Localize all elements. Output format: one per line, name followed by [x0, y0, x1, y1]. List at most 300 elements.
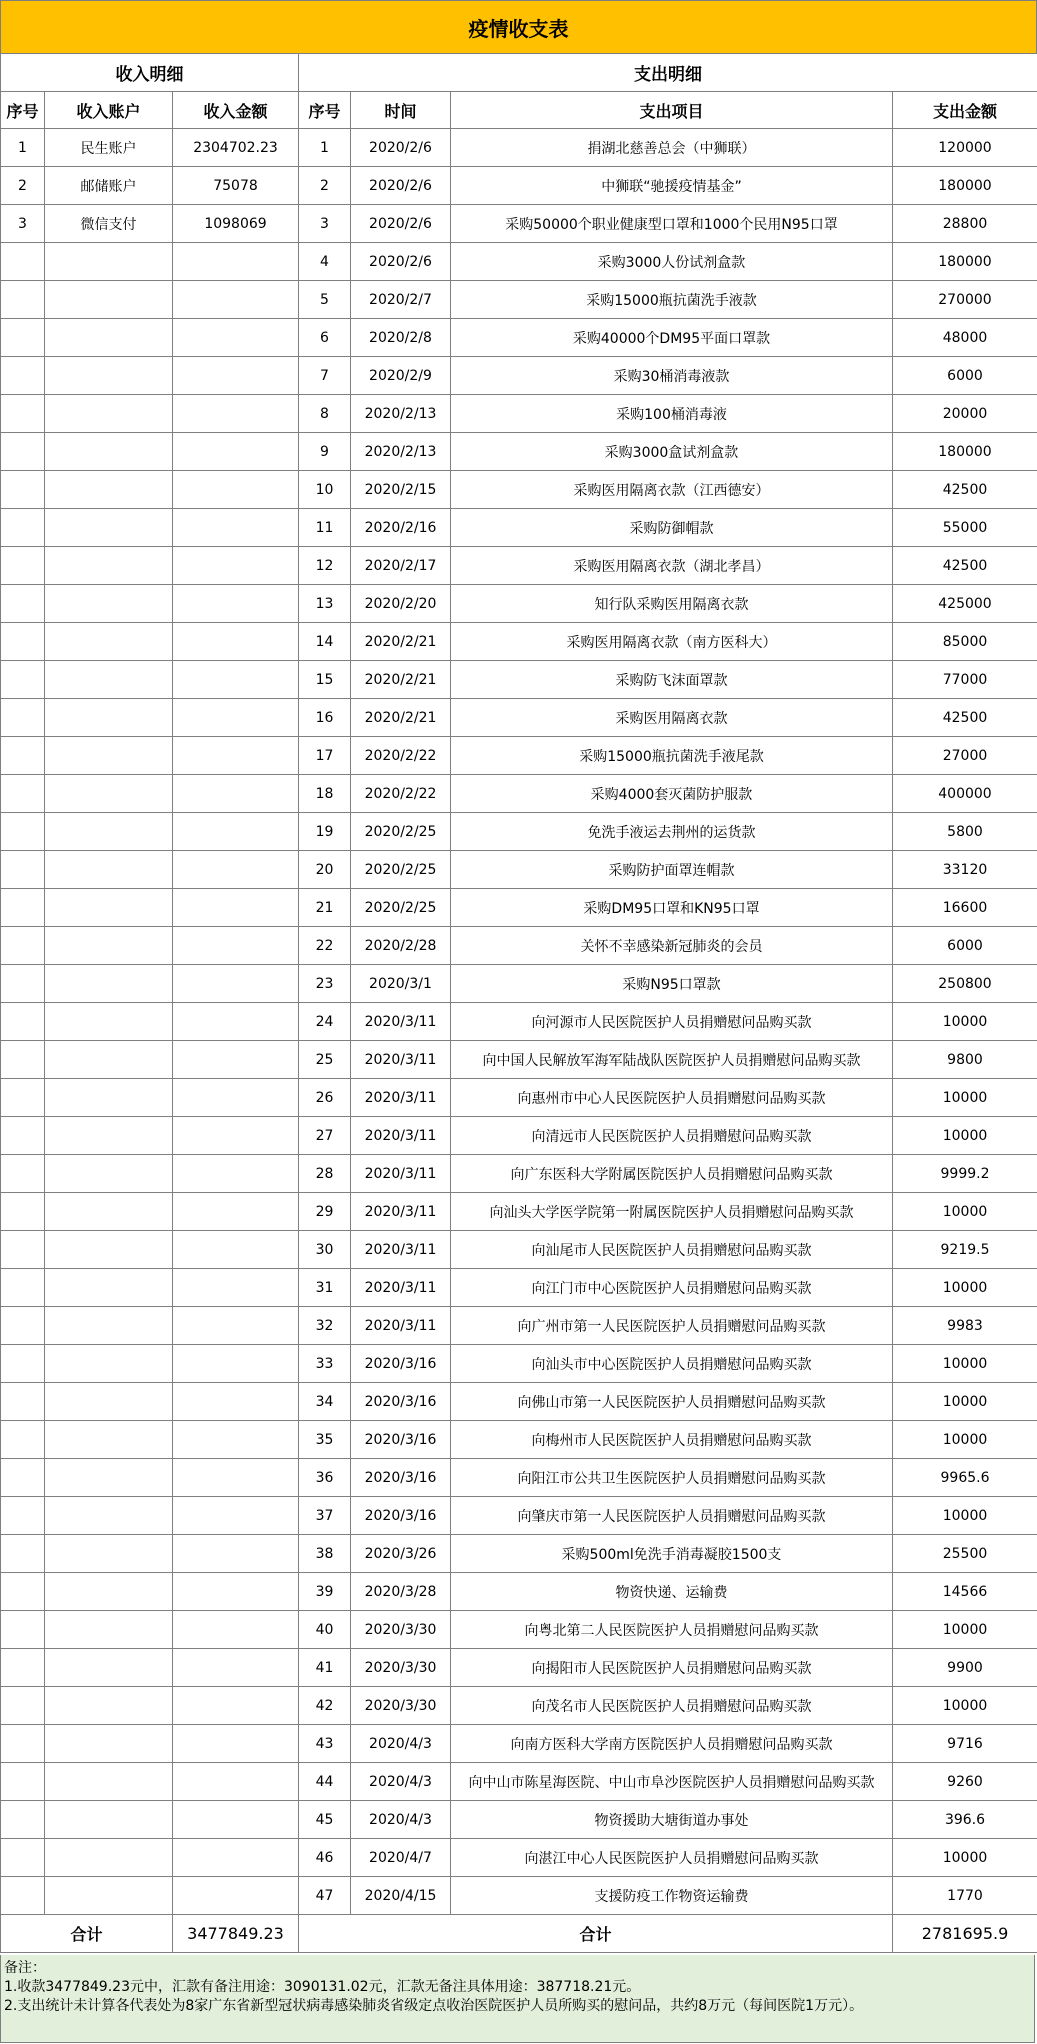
income-amount-cell: [173, 395, 299, 433]
expense-date-header: 时间: [351, 92, 451, 129]
income-no-cell: [1, 1003, 45, 1041]
expense-no-cell: 44: [299, 1763, 351, 1801]
expense-amount-cell: 9716: [893, 1725, 1037, 1763]
expense-no-cell: 12: [299, 547, 351, 585]
table-row: [1, 1611, 1037, 1649]
expense-date-cell: 2020/2/22: [351, 737, 451, 775]
table-row: [1, 623, 1037, 661]
income-section-header: 收入明细: [1, 54, 299, 92]
expense-no-cell: 3: [299, 205, 351, 243]
expense-date-cell: 2020/2/6: [351, 167, 451, 205]
table-row: [1, 1535, 1037, 1573]
income-no-cell: [1, 1193, 45, 1231]
expense-item-cell: 向湛江中心人民医院医护人员捐赠慰问品购买款: [451, 1839, 893, 1877]
expense-date-cell: 2020/2/21: [351, 623, 451, 661]
income-amount-cell: [173, 623, 299, 661]
income-account-cell: [45, 623, 173, 661]
expense-no-cell: 35: [299, 1421, 351, 1459]
expense-item-cell: 向肇庆市第一人民医院医护人员捐赠慰问品购买款: [451, 1497, 893, 1535]
income-amount-cell: [173, 1345, 299, 1383]
table-title: 疫情收支表: [0, 0, 1037, 54]
table-row: [1, 319, 1037, 357]
expense-no-cell: 17: [299, 737, 351, 775]
expense-no-cell: 16: [299, 699, 351, 737]
income-account-cell: [45, 1155, 173, 1193]
expense-amount-cell: 180000: [893, 243, 1037, 281]
table-row: [1, 1269, 1037, 1307]
income-account-header: 收入账户: [45, 92, 173, 129]
income-account-cell: [45, 1193, 173, 1231]
expense-amount-cell: 10000: [893, 1345, 1037, 1383]
expense-no-cell: 7: [299, 357, 351, 395]
expense-date-cell: 2020/2/13: [351, 433, 451, 471]
table-row: [1, 1383, 1037, 1421]
income-no-cell: [1, 661, 45, 699]
expense-total-value: 2781695.9: [893, 1915, 1037, 1953]
income-amount-cell: [173, 1003, 299, 1041]
income-account-cell: [45, 927, 173, 965]
notes-line-1: 1.收款3477849.23元中，汇款有备注用途：3090131.02元，汇款无备注具体用途：387718.21元。: [4, 1979, 641, 1995]
expense-date-cell: 2020/2/13: [351, 395, 451, 433]
income-account-cell: [45, 737, 173, 775]
expense-date-cell: 2020/2/15: [351, 471, 451, 509]
expense-no-cell: 34: [299, 1383, 351, 1421]
expense-amount-cell: 16600: [893, 889, 1037, 927]
income-amount-cell: [173, 1497, 299, 1535]
notes-line-2: 2.支出统计未计算各代表处为8家广东省新型冠状病毒感染肺炎省级定点收治医院医护人员所购买的慰问品，共约8万元（每间医院1万元）。: [4, 1998, 864, 2014]
expense-amount-cell: 6000: [893, 927, 1037, 965]
income-no-cell: [1, 243, 45, 281]
income-account-cell: 民生账户: [45, 129, 173, 167]
expense-amount-cell: 9900: [893, 1649, 1037, 1687]
expense-date-cell: 2020/3/16: [351, 1497, 451, 1535]
expense-no-cell: 46: [299, 1839, 351, 1877]
income-account-cell: [45, 1231, 173, 1269]
table-row: [1, 433, 1037, 471]
expense-date-cell: 2020/3/16: [351, 1383, 451, 1421]
expense-item-cell: 物资援助大塘街道办事处: [451, 1801, 893, 1839]
income-amount-cell: [173, 1231, 299, 1269]
expense-no-cell: 45: [299, 1801, 351, 1839]
expense-amount-cell: 5800: [893, 813, 1037, 851]
expense-no-cell: 32: [299, 1307, 351, 1345]
notes-heading: 备注：: [4, 1960, 46, 1976]
table-row: [1, 585, 1037, 623]
income-no-cell: [1, 851, 45, 889]
expense-no-cell: 19: [299, 813, 351, 851]
income-no-cell: [1, 927, 45, 965]
table-row: [1, 1763, 1037, 1801]
expense-amount-cell: 10000: [893, 1611, 1037, 1649]
expense-no-cell: 41: [299, 1649, 351, 1687]
expense-no-cell: 5: [299, 281, 351, 319]
table-row: [1, 1345, 1037, 1383]
expense-date-cell: 2020/3/16: [351, 1421, 451, 1459]
table-row: [1, 927, 1037, 965]
table-row: [1, 699, 1037, 737]
expense-item-cell: 关怀不幸感染新冠肺炎的会员: [451, 927, 893, 965]
expense-no-cell: 30: [299, 1231, 351, 1269]
expense-date-cell: 2020/2/22: [351, 775, 451, 813]
table-row: [1, 471, 1037, 509]
income-amount-cell: [173, 433, 299, 471]
income-amount-cell: [173, 1307, 299, 1345]
table-row: [1, 1573, 1037, 1611]
expense-amount-cell: 42500: [893, 547, 1037, 585]
income-amount-cell: [173, 547, 299, 585]
expense-date-cell: 2020/2/8: [351, 319, 451, 357]
expense-no-cell: 14: [299, 623, 351, 661]
expense-date-cell: 2020/2/20: [351, 585, 451, 623]
expense-amount-cell: 77000: [893, 661, 1037, 699]
income-no-cell: [1, 1307, 45, 1345]
income-no-cell: [1, 699, 45, 737]
expense-amount-cell: 42500: [893, 699, 1037, 737]
expense-amount-cell: 9800: [893, 1041, 1037, 1079]
expense-item-cell: 支援防疫工作物资运输费: [451, 1877, 893, 1915]
income-amount-cell: [173, 319, 299, 357]
finance-table: [0, 53, 1037, 1953]
expense-amount-cell: 425000: [893, 585, 1037, 623]
expense-no-cell: 43: [299, 1725, 351, 1763]
income-no-cell: [1, 1231, 45, 1269]
income-no-cell: [1, 1877, 45, 1915]
expense-date-cell: 2020/4/3: [351, 1763, 451, 1801]
expense-item-cell: 采购DM95口罩和KN95口罩: [451, 889, 893, 927]
table-row: [1, 1041, 1037, 1079]
table-row: [1, 1725, 1037, 1763]
expense-no-cell: 33: [299, 1345, 351, 1383]
expense-no-cell: 15: [299, 661, 351, 699]
income-account-cell: 微信支付: [45, 205, 173, 243]
expense-item-cell: 向中山市陈星海医院、中山市阜沙医院医护人员捐赠慰问品购买款: [451, 1763, 893, 1801]
income-account-cell: 邮储账户: [45, 167, 173, 205]
income-amount-cell: [173, 281, 299, 319]
expense-date-cell: 2020/3/11: [351, 1231, 451, 1269]
expense-no-cell: 2: [299, 167, 351, 205]
income-no-cell: [1, 775, 45, 813]
income-no-cell: [1, 1497, 45, 1535]
table-row: [1, 1003, 1037, 1041]
income-amount-cell: [173, 471, 299, 509]
expense-item-cell: 向广州市第一人民医院医护人员捐赠慰问品购买款: [451, 1307, 893, 1345]
table-row: [1, 1307, 1037, 1345]
income-amount-cell: [173, 1687, 299, 1725]
income-amount-cell: [173, 661, 299, 699]
income-amount-cell: 75078: [173, 167, 299, 205]
income-no-cell: [1, 1117, 45, 1155]
income-no-cell: [1, 1079, 45, 1117]
income-amount-cell: [173, 1801, 299, 1839]
income-account-cell: [45, 851, 173, 889]
expense-item-cell: 向广东医科大学附属医院医护人员捐赠慰问品购买款: [451, 1155, 893, 1193]
income-amount-cell: [173, 1649, 299, 1687]
expense-amount-cell: 9965.6: [893, 1459, 1037, 1497]
expense-item-cell: 知行队采购医用隔离衣款: [451, 585, 893, 623]
income-no-cell: [1, 1839, 45, 1877]
income-account-cell: [45, 1763, 173, 1801]
expense-item-cell: 捐湖北慈善总会（中狮联）: [451, 129, 893, 167]
expense-no-cell: 29: [299, 1193, 351, 1231]
expense-item-cell: 采购防飞沫面罩款: [451, 661, 893, 699]
expense-amount-cell: 10000: [893, 1269, 1037, 1307]
expense-item-cell: 采购防护面罩连帽款: [451, 851, 893, 889]
income-no-cell: [1, 1725, 45, 1763]
income-account-cell: [45, 1117, 173, 1155]
income-amount-cell: [173, 1155, 299, 1193]
income-amount-cell: [173, 927, 299, 965]
expense-item-cell: 采购3000人份试剂盒款: [451, 243, 893, 281]
expense-date-cell: 2020/2/21: [351, 699, 451, 737]
income-account-cell: [45, 1573, 173, 1611]
expense-amount-cell: 55000: [893, 509, 1037, 547]
expense-no-cell: 42: [299, 1687, 351, 1725]
income-amount-cell: [173, 1421, 299, 1459]
expense-item-cell: 向汕尾市人民医院医护人员捐赠慰问品购买款: [451, 1231, 893, 1269]
expense-no-cell: 26: [299, 1079, 351, 1117]
expense-date-cell: 2020/2/17: [351, 547, 451, 585]
table-row: [1, 205, 1037, 243]
expense-item-cell: 采购医用隔离衣款（湖北孝昌）: [451, 547, 893, 585]
notes-box: [0, 1955, 1035, 2043]
expense-date-cell: 2020/3/11: [351, 1003, 451, 1041]
expense-amount-cell: 28800: [893, 205, 1037, 243]
expense-no-cell: 10: [299, 471, 351, 509]
income-no-cell: [1, 471, 45, 509]
income-account-cell: [45, 319, 173, 357]
income-amount-cell: [173, 813, 299, 851]
income-account-cell: [45, 1345, 173, 1383]
expense-no-cell: 8: [299, 395, 351, 433]
income-account-cell: [45, 243, 173, 281]
table-row: [1, 509, 1037, 547]
income-no-cell: [1, 965, 45, 1003]
income-no-cell: 1: [1, 129, 45, 167]
expense-date-cell: 2020/4/15: [351, 1877, 451, 1915]
income-account-cell: [45, 1497, 173, 1535]
income-account-cell: [45, 1383, 173, 1421]
income-amount-header: 收入金额: [173, 92, 299, 129]
expense-date-cell: 2020/2/25: [351, 889, 451, 927]
income-no-cell: [1, 737, 45, 775]
income-account-cell: [45, 395, 173, 433]
expense-amount-cell: 10000: [893, 1383, 1037, 1421]
income-account-cell: [45, 433, 173, 471]
table-row: [1, 357, 1037, 395]
expense-item-cell: 向中国人民解放军海军陆战队医院医护人员捐赠慰问品购买款: [451, 1041, 893, 1079]
expense-no-cell: 23: [299, 965, 351, 1003]
expense-item-cell: 采购防御帽款: [451, 509, 893, 547]
expense-date-cell: 2020/4/3: [351, 1801, 451, 1839]
expense-amount-cell: 9983: [893, 1307, 1037, 1345]
income-no-cell: [1, 623, 45, 661]
expense-amount-cell: 10000: [893, 1421, 1037, 1459]
expense-date-cell: 2020/3/1: [351, 965, 451, 1003]
income-amount-cell: [173, 1079, 299, 1117]
income-no-cell: [1, 395, 45, 433]
expense-item-cell: 采购50000个职业健康型口罩和1000个民用N95口罩: [451, 205, 893, 243]
table-row: [1, 1117, 1037, 1155]
expense-item-cell: 向茂名市人民医院医护人员捐赠慰问品购买款: [451, 1687, 893, 1725]
income-amount-cell: [173, 585, 299, 623]
expense-no-cell: 27: [299, 1117, 351, 1155]
expense-date-cell: 2020/2/16: [351, 509, 451, 547]
income-total-label: 合计: [1, 1915, 173, 1953]
expense-amount-cell: 270000: [893, 281, 1037, 319]
expense-item-cell: 向南方医科大学南方医院医护人员捐赠慰问品购买款: [451, 1725, 893, 1763]
expense-amount-cell: 10000: [893, 1117, 1037, 1155]
income-account-cell: [45, 509, 173, 547]
expense-date-cell: 2020/3/30: [351, 1687, 451, 1725]
income-no-cell: [1, 1345, 45, 1383]
income-no-cell: [1, 889, 45, 927]
income-account-cell: [45, 471, 173, 509]
income-account-cell: [45, 1307, 173, 1345]
expense-item-cell: 向汕头市中心医院医护人员捐赠慰问品购买款: [451, 1345, 893, 1383]
expense-no-cell: 36: [299, 1459, 351, 1497]
income-amount-cell: [173, 1383, 299, 1421]
income-amount-cell: [173, 243, 299, 281]
income-amount-cell: [173, 1611, 299, 1649]
expense-amount-cell: 10000: [893, 1687, 1037, 1725]
expense-item-cell: 向河源市人民医院医护人员捐赠慰问品购买款: [451, 1003, 893, 1041]
expense-amount-cell: 6000: [893, 357, 1037, 395]
income-account-cell: [45, 1725, 173, 1763]
expense-no-cell: 28: [299, 1155, 351, 1193]
expense-date-cell: 2020/3/11: [351, 1079, 451, 1117]
expense-item-cell: 采购100桶消毒液: [451, 395, 893, 433]
expense-amount-cell: 120000: [893, 129, 1037, 167]
expense-item-cell: 物资快递、运输费: [451, 1573, 893, 1611]
total-row: [1, 1915, 1037, 1953]
income-amount-cell: [173, 1573, 299, 1611]
expense-amount-cell: 10000: [893, 1079, 1037, 1117]
income-account-cell: [45, 661, 173, 699]
income-no-cell: 3: [1, 205, 45, 243]
income-account-cell: [45, 813, 173, 851]
income-account-cell: [45, 1003, 173, 1041]
income-no-cell: [1, 1155, 45, 1193]
expense-item-cell: 向梅州市人民医院医护人员捐赠慰问品购买款: [451, 1421, 893, 1459]
income-no-cell: [1, 1649, 45, 1687]
expense-date-cell: 2020/2/9: [351, 357, 451, 395]
income-no-cell: 2: [1, 167, 45, 205]
expense-item-cell: 向江门市中心医院医护人员捐赠慰问品购买款: [451, 1269, 893, 1307]
expense-no-cell: 39: [299, 1573, 351, 1611]
income-no-cell: [1, 281, 45, 319]
income-no-cell: [1, 1459, 45, 1497]
expense-date-cell: 2020/3/26: [351, 1535, 451, 1573]
income-no-cell: [1, 433, 45, 471]
expense-item-cell: 向惠州市中心人民医院医护人员捐赠慰问品购买款: [451, 1079, 893, 1117]
income-no-cell: [1, 1383, 45, 1421]
expense-item-cell: 中狮联“驰援疫情基金”: [451, 167, 893, 205]
expense-no-cell: 31: [299, 1269, 351, 1307]
income-no-cell: [1, 1687, 45, 1725]
expense-date-cell: 2020/2/7: [351, 281, 451, 319]
expense-amount-cell: 14566: [893, 1573, 1037, 1611]
expense-item-cell: 采购15000瓶抗菌洗手液尾款: [451, 737, 893, 775]
expense-date-cell: 2020/2/6: [351, 243, 451, 281]
expense-date-cell: 2020/2/25: [351, 813, 451, 851]
expense-date-cell: 2020/3/11: [351, 1269, 451, 1307]
expense-no-header: 序号: [299, 92, 351, 129]
expense-amount-cell: 400000: [893, 775, 1037, 813]
income-amount-cell: [173, 1041, 299, 1079]
expense-amount-cell: 48000: [893, 319, 1037, 357]
expense-no-cell: 18: [299, 775, 351, 813]
expense-amount-cell: 250800: [893, 965, 1037, 1003]
income-no-cell: [1, 1801, 45, 1839]
income-no-cell: [1, 1421, 45, 1459]
expense-item-cell: 向揭阳市人民医院医护人员捐赠慰问品购买款: [451, 1649, 893, 1687]
expense-amount-cell: 25500: [893, 1535, 1037, 1573]
income-no-cell: [1, 1763, 45, 1801]
income-amount-cell: [173, 699, 299, 737]
expense-no-cell: 24: [299, 1003, 351, 1041]
table-row: [1, 1839, 1037, 1877]
income-amount-cell: [173, 1763, 299, 1801]
expense-amount-cell: 27000: [893, 737, 1037, 775]
income-no-cell: [1, 585, 45, 623]
table-row: [1, 775, 1037, 813]
expense-no-cell: 13: [299, 585, 351, 623]
expense-amount-cell: 180000: [893, 433, 1037, 471]
income-no-cell: [1, 1041, 45, 1079]
expense-date-cell: 2020/2/28: [351, 927, 451, 965]
table-row: [1, 661, 1037, 699]
income-account-cell: [45, 1611, 173, 1649]
expense-no-cell: 6: [299, 319, 351, 357]
expense-no-cell: 37: [299, 1497, 351, 1535]
income-account-cell: [45, 1421, 173, 1459]
expense-date-cell: 2020/3/28: [351, 1573, 451, 1611]
expense-item-cell: 向阳江市公共卫生医院医护人员捐赠慰问品购买款: [451, 1459, 893, 1497]
expense-date-cell: 2020/2/21: [351, 661, 451, 699]
table-row: [1, 1193, 1037, 1231]
expense-date-cell: 2020/4/3: [351, 1725, 451, 1763]
income-account-cell: [45, 775, 173, 813]
income-no-cell: [1, 1535, 45, 1573]
income-account-cell: [45, 889, 173, 927]
income-no-header: 序号: [1, 92, 45, 129]
income-account-cell: [45, 1079, 173, 1117]
table-row: [1, 243, 1037, 281]
expense-no-cell: 40: [299, 1611, 351, 1649]
table-row: [1, 281, 1037, 319]
income-amount-cell: [173, 737, 299, 775]
expense-date-cell: 2020/3/16: [351, 1345, 451, 1383]
expense-amount-cell: 20000: [893, 395, 1037, 433]
income-no-cell: [1, 1573, 45, 1611]
table-row: [1, 1231, 1037, 1269]
table-row: [1, 1079, 1037, 1117]
expense-item-cell: 向清远市人民医院医护人员捐赠慰问品购买款: [451, 1117, 893, 1155]
income-amount-cell: [173, 1877, 299, 1915]
expense-amount-cell: 10000: [893, 1839, 1037, 1877]
expense-no-cell: 9: [299, 433, 351, 471]
expense-no-cell: 1: [299, 129, 351, 167]
expense-date-cell: 2020/3/11: [351, 1117, 451, 1155]
table-row: [1, 1459, 1037, 1497]
income-no-cell: [1, 357, 45, 395]
expense-no-cell: 25: [299, 1041, 351, 1079]
expense-date-cell: 2020/3/11: [351, 1155, 451, 1193]
table-row: [1, 889, 1037, 927]
expense-section-header: 支出明细: [299, 54, 1037, 92]
income-account-cell: [45, 1459, 173, 1497]
table-row: [1, 1877, 1037, 1915]
